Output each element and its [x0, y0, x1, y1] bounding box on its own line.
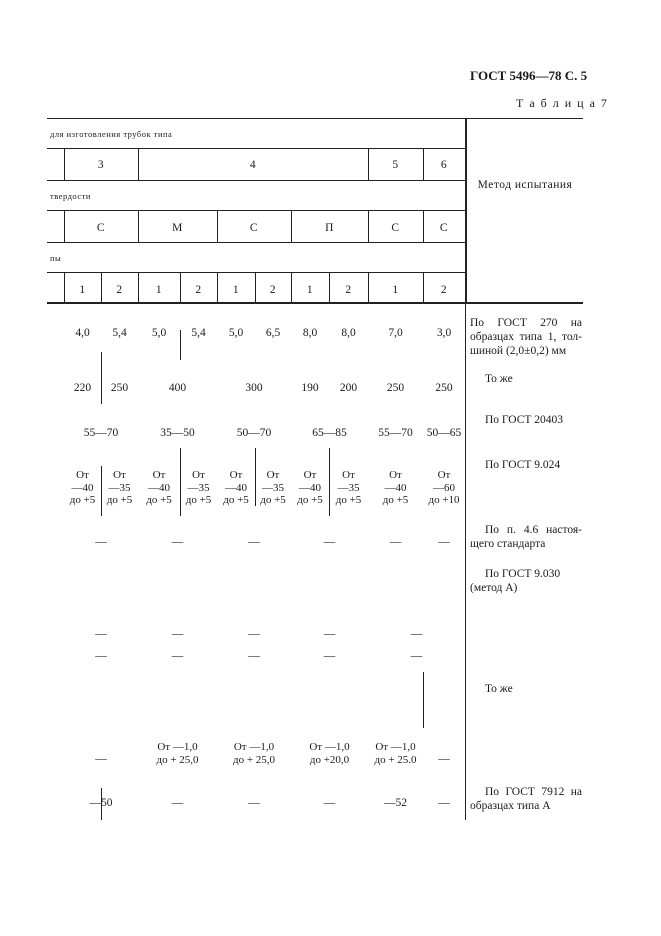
- table-cell: От —40 до +5: [69, 469, 96, 506]
- table-cell: От —40 до +5: [223, 469, 249, 506]
- table-cell: —: [323, 797, 336, 809]
- hardness-header: П: [325, 222, 334, 234]
- table-cell: 5,4: [191, 327, 206, 339]
- table-cell: 65—85: [312, 427, 347, 439]
- subcolumn-header: 2: [345, 284, 352, 296]
- table-cell: —: [171, 536, 184, 548]
- subcolumn-header: 2: [195, 284, 202, 296]
- table-cell: От —1,0 до + 25.0: [374, 741, 417, 766]
- table-cell: —: [248, 628, 260, 640]
- table-cell: —: [171, 797, 184, 809]
- table-cell: От —1,0 до + 25,0: [232, 741, 276, 766]
- header-row-hardness: твердости: [50, 191, 91, 201]
- method-cell: То же: [485, 683, 513, 695]
- method-cell: По ГОСТ 9.030 (метод А): [470, 568, 561, 594]
- table-cell: 5,0: [151, 327, 167, 339]
- table-cell: 55—70: [378, 427, 413, 439]
- table-cell: 190: [301, 382, 319, 394]
- method-cell: По ГОСТ 270 на образцах типа 1, тол- шиной (2,0±0,2) мм: [470, 317, 582, 357]
- table-cell: —: [438, 536, 450, 548]
- table-cell: —: [410, 628, 423, 640]
- table-cell: От —60 до +10: [428, 469, 460, 506]
- table-cell: 200: [339, 382, 358, 394]
- table-cell: —50: [89, 797, 113, 809]
- hardness-header: С: [96, 222, 106, 234]
- table-rule: [47, 180, 465, 181]
- table-cell: От —40 до +5: [382, 469, 409, 506]
- table-cell: —: [171, 628, 184, 640]
- table-cell: 300: [245, 382, 263, 394]
- table-cell: 55—70: [83, 427, 119, 439]
- table-cell: 250: [386, 382, 405, 394]
- subcolumn-header: 1: [79, 284, 86, 296]
- type-3-header: 3: [97, 159, 105, 171]
- table-cell: —: [410, 650, 423, 662]
- subcolumn-header: 2: [440, 284, 448, 296]
- table-cell: —: [389, 536, 402, 548]
- table-cell: 8,0: [302, 327, 318, 339]
- method-cell: То же: [485, 373, 513, 385]
- method-column-divider: [465, 303, 466, 820]
- table-cell: 50—65: [426, 427, 462, 439]
- table-top-border: [47, 118, 583, 119]
- table-cell: 250: [110, 382, 129, 394]
- method-cell: По ГОСТ 9.024: [485, 459, 561, 471]
- table-cell: —: [171, 650, 184, 662]
- table-cell: 220: [73, 382, 92, 394]
- table-rule: [47, 148, 465, 149]
- table-cell: От —1,0 до +20,0: [309, 741, 350, 766]
- table-divider: [101, 352, 102, 404]
- table-cell: —: [323, 628, 336, 640]
- method-column-header: Метод испытания: [477, 179, 573, 191]
- document-reference: ГОСТ 5496—78 С. 5: [470, 68, 588, 83]
- table-cell: 8,0: [341, 327, 356, 339]
- subcolumn-header: 1: [155, 284, 163, 296]
- table-cell: —: [95, 628, 107, 640]
- table-cell: —: [323, 650, 336, 662]
- table-cell: От —40 до +5: [146, 469, 172, 506]
- table-cell: 50—70: [236, 427, 272, 439]
- method-cell: По ГОСТ 20403: [485, 414, 564, 426]
- table-cell: 250: [435, 382, 453, 394]
- subcolumn-header: 2: [116, 284, 123, 296]
- table-cell: —: [248, 650, 260, 662]
- subcolumn-header: 1: [306, 284, 314, 296]
- table-cell: От —40 до +5: [297, 469, 323, 506]
- table-caption: Т а б л и ц а 7: [516, 96, 609, 110]
- table-cell: —: [95, 650, 107, 662]
- table-rule: [47, 242, 465, 243]
- table-rule: [47, 210, 465, 211]
- subcolumn-header: 2: [269, 284, 277, 296]
- table-cell: 5,4: [112, 327, 127, 339]
- table-cell: 35—50: [160, 427, 195, 439]
- table-cell: —: [248, 536, 260, 548]
- method-column-divider: [465, 118, 467, 303]
- hardness-header: М: [172, 222, 183, 234]
- header-row-tube-type: для изготовления трубок типа: [50, 129, 173, 139]
- table-cell: 7,0: [388, 327, 403, 339]
- subcolumn-header: 1: [392, 284, 399, 296]
- table-cell: —: [438, 753, 450, 765]
- table-cell: —: [95, 536, 107, 548]
- subcolumn-header: 1: [232, 284, 240, 296]
- method-cell: По п. 4.6 настоя- щего стандарта: [470, 524, 582, 550]
- table-cell: —: [323, 536, 336, 548]
- table-cell: —: [438, 797, 450, 809]
- hardness-header: С: [439, 222, 449, 234]
- type-5-header: 5: [392, 159, 399, 171]
- table-divider: [423, 672, 424, 728]
- hardness-header: С: [391, 222, 400, 234]
- table-cell: 3,0: [436, 327, 452, 339]
- table-rule: [47, 272, 465, 273]
- table-cell: От —1,0 до + 25,0: [156, 741, 199, 766]
- hardness-header: С: [249, 222, 259, 234]
- table-cell: 4,0: [75, 327, 90, 339]
- method-cell: По ГОСТ 7912 на образцах типа А: [470, 786, 582, 812]
- table-cell: —: [248, 797, 260, 809]
- table-cell: 400: [168, 382, 187, 394]
- type-4-header: 4: [249, 159, 257, 171]
- table-cell: 6,5: [265, 327, 281, 339]
- header-row-grade: пы: [50, 253, 62, 263]
- table-header-bottom-border: [47, 302, 583, 304]
- table-cell: От —35 до +5: [260, 469, 286, 506]
- table-cell: От —35 до +5: [335, 469, 362, 506]
- table-cell: От —35 до +5: [185, 469, 212, 506]
- table-cell: От —35 до +5: [106, 469, 133, 506]
- table-cell: 5,0: [228, 327, 244, 339]
- type-6-header: 6: [440, 159, 448, 171]
- table-cell: —: [95, 753, 107, 765]
- table-cell: —52: [384, 797, 407, 809]
